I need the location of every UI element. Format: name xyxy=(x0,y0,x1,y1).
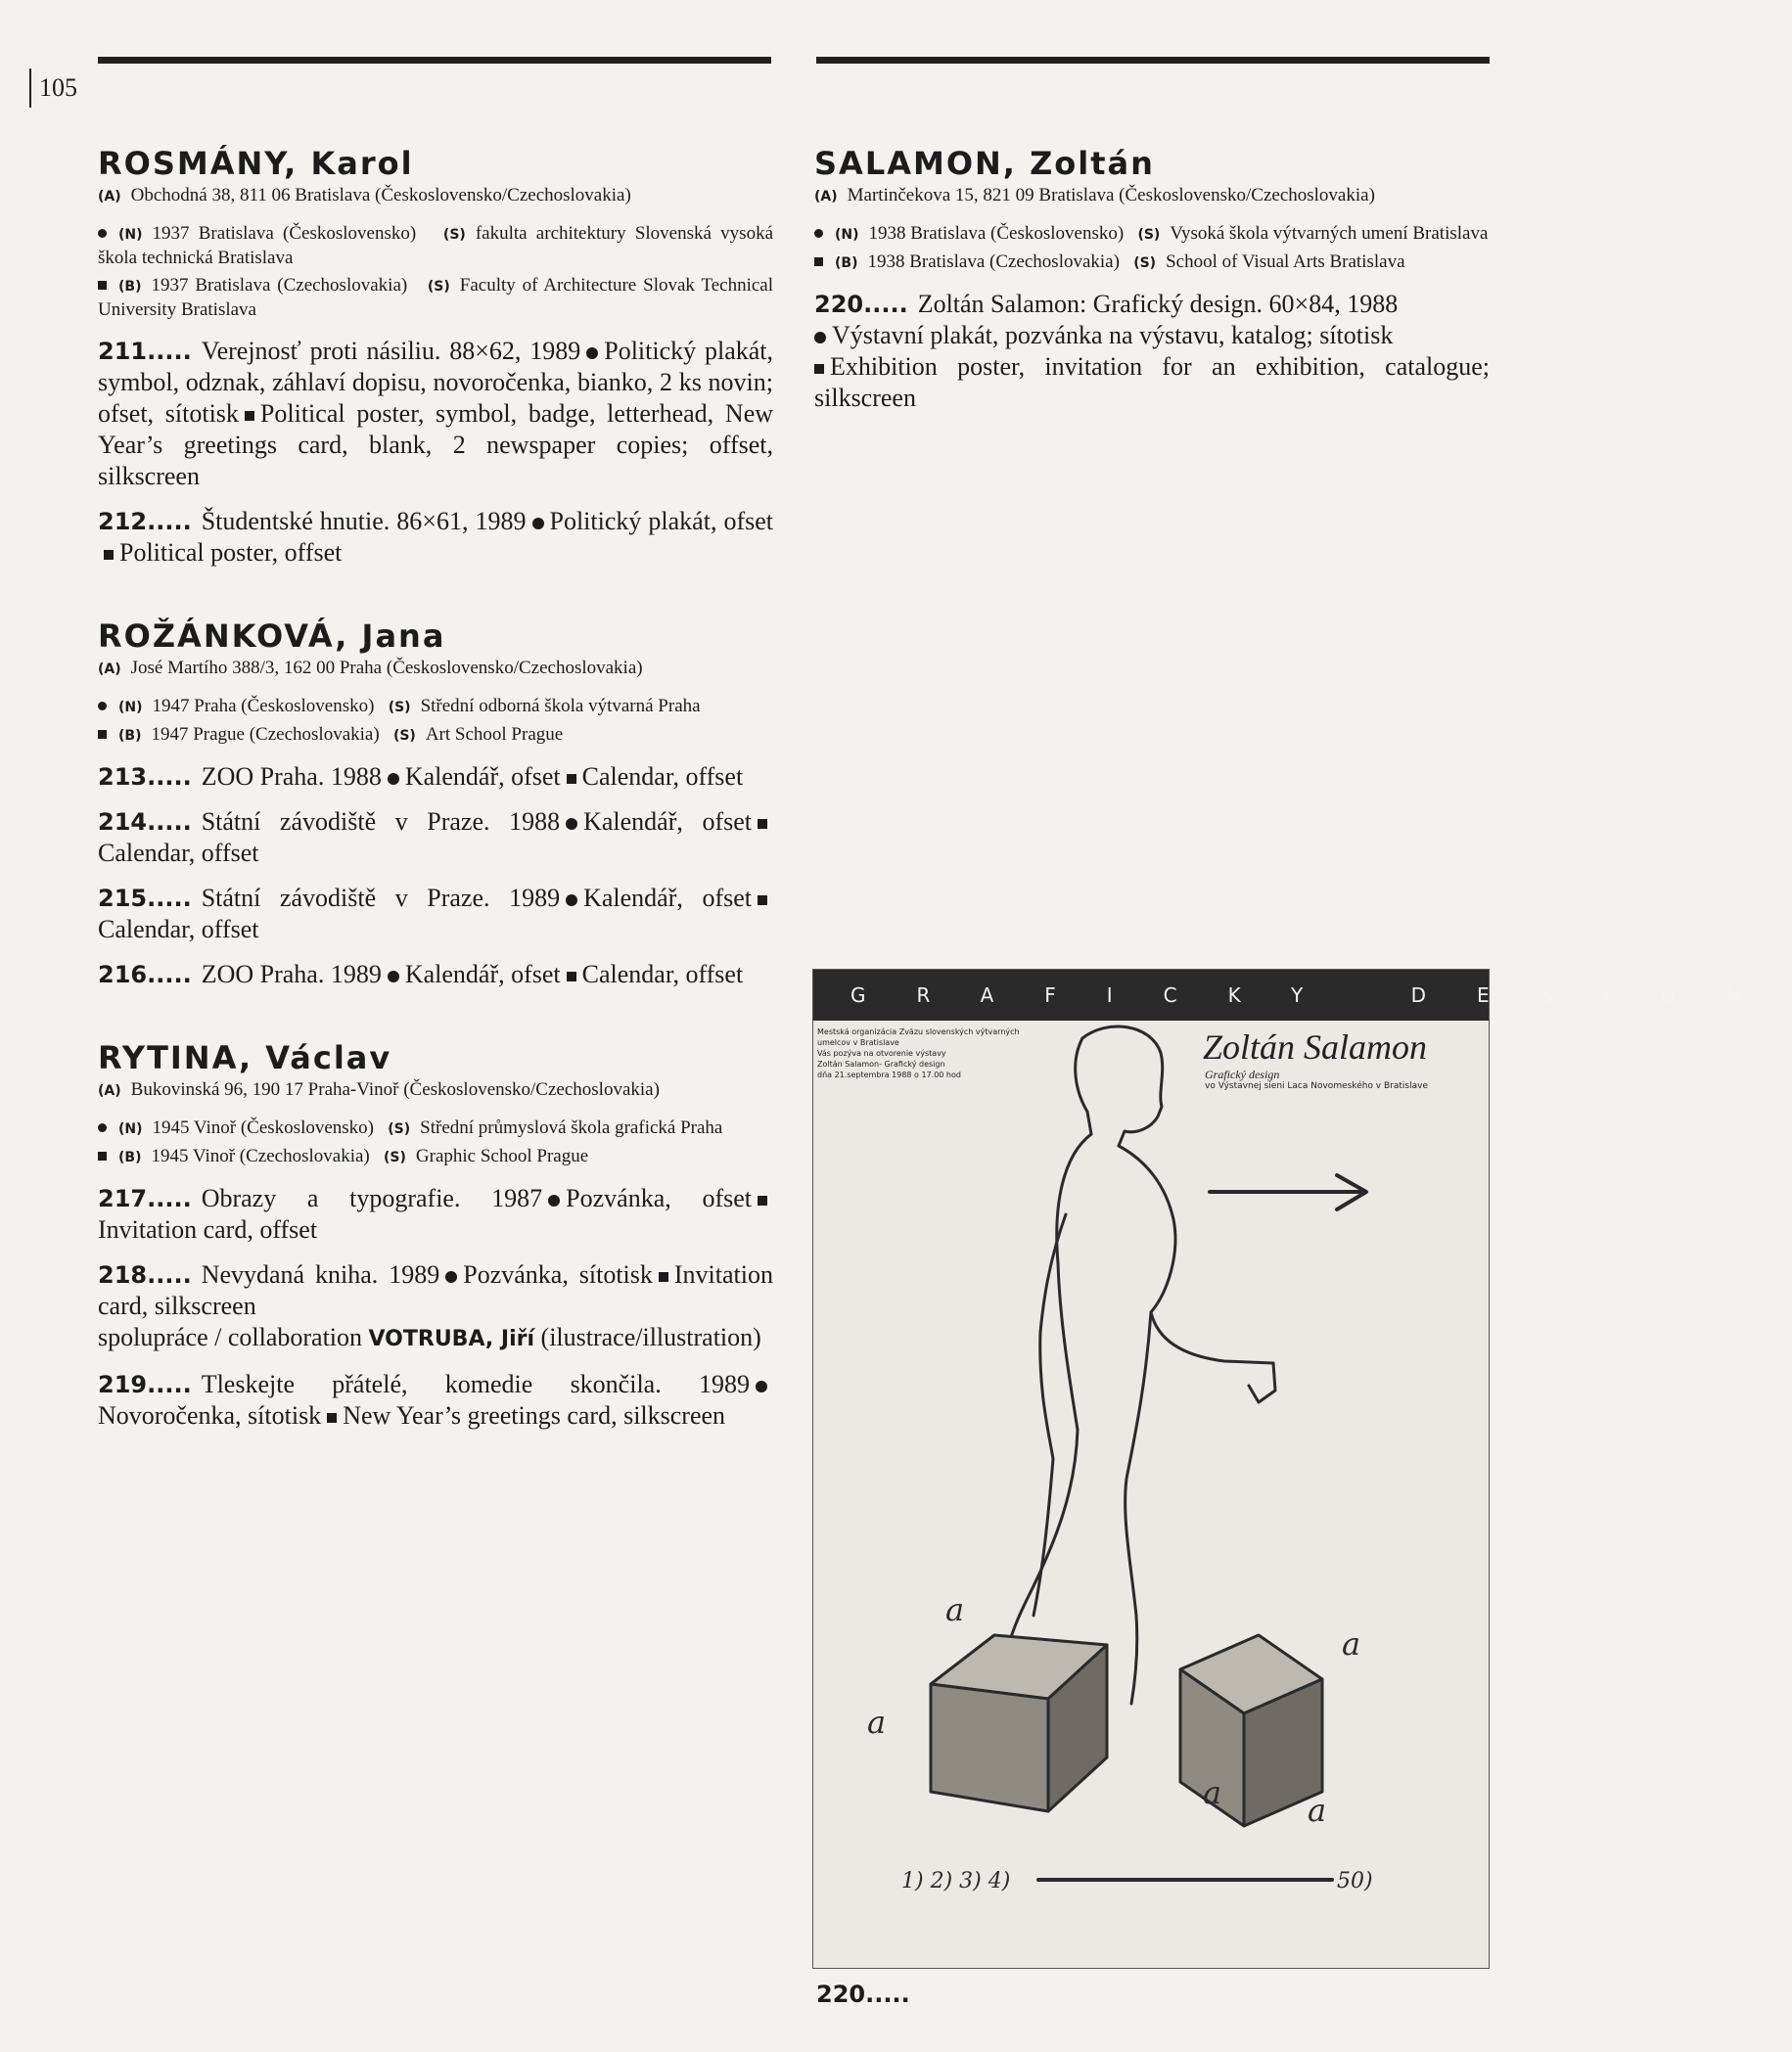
figure-caption: 220..... xyxy=(816,1981,910,2008)
school-tag: (S) xyxy=(442,227,466,243)
school-tag: (S) xyxy=(1137,227,1161,243)
poster-letter: a xyxy=(945,1591,965,1628)
bullet-square-icon xyxy=(758,1196,767,1206)
work-desc-en: Calendar, offset xyxy=(98,839,259,867)
work-title: Nevydaná kniha. 1989 xyxy=(201,1260,440,1289)
born-cs: 1938 Bratislava (Československo) xyxy=(868,223,1125,244)
work-item xyxy=(98,506,773,569)
work-desc-en: Exhibition poster, invitation for an exhibition, catalogue; silkscreen xyxy=(814,352,1490,412)
work-item xyxy=(98,761,773,793)
work-title: ZOO Praha. 1989 xyxy=(201,960,382,988)
poster-info-line: dňa 21.septembra 1988 o 17.00 hod xyxy=(817,1071,961,1079)
work-desc-cs: Kalendář, ofset xyxy=(404,762,561,791)
work-item xyxy=(98,1183,773,1246)
bullet-dot-icon xyxy=(98,702,107,710)
born-en: 1937 Bratislava (Czechoslovakia) xyxy=(151,275,408,296)
born-tag: (B) xyxy=(835,255,858,271)
bullet-square-icon xyxy=(659,1272,668,1282)
address-tag: (A) xyxy=(814,189,838,205)
work-item xyxy=(98,1369,773,1432)
work-desc-en: Invitation card, silkscreen xyxy=(98,1260,773,1320)
bullet-square-icon xyxy=(758,819,767,829)
bullet-square-icon xyxy=(104,550,114,560)
work-number: 214..... xyxy=(98,808,192,836)
school-tag: (S) xyxy=(384,1150,406,1165)
work-title: Zoltán Salamon: Grafický design. 60×84, 1988 xyxy=(917,290,1399,318)
artist-name: ROSMÁNY, Karol xyxy=(98,145,414,182)
work-desc-cs: Kalendář, ofset xyxy=(404,960,561,988)
poster-sequence: 1) 2) 3) 4) xyxy=(901,1869,1011,1893)
born-tag: (B) xyxy=(118,279,142,295)
school-cs: Vysoká škola výtvarných umení Bratislava xyxy=(1170,223,1489,244)
work-number: 211..... xyxy=(98,338,192,365)
work-title: Obrazy a typografie. 1987 xyxy=(201,1184,543,1212)
school-cs: Střední průmyslová škola grafická Praha xyxy=(420,1117,723,1138)
bullet-square-icon xyxy=(327,1413,337,1423)
work-desc-cs: Pozvánka, ofset xyxy=(566,1184,752,1212)
work-desc-en: Calendar, offset xyxy=(98,915,259,943)
poster-header: GRAFICKY DESIGN xyxy=(813,970,1489,1021)
work-number: 218..... xyxy=(98,1261,192,1289)
work-desc-en: Invitation card, offset xyxy=(98,1215,318,1244)
work-number: 217..... xyxy=(98,1185,192,1212)
born-cs: 1937 Bratislava (Československo) xyxy=(152,223,417,244)
bullet-square-icon xyxy=(567,972,576,981)
left-column xyxy=(98,145,773,1467)
bullet-square-icon xyxy=(758,895,767,905)
poster-info-line: Vás pozýva na otvorenie výstavy xyxy=(817,1049,946,1058)
artist-address: Bukovinská 96, 190 17 Praha-Vinoř (Československo/Czechoslovakia) xyxy=(130,1079,660,1100)
work-desc-en: Political poster, offset xyxy=(119,538,343,567)
born-tag: (B) xyxy=(118,728,142,744)
bullet-dot-icon xyxy=(814,229,823,238)
school-en: Graphic School Prague xyxy=(415,1146,589,1166)
work-desc-cs: Kalendář, ofset xyxy=(583,807,752,836)
artist-address: Obchodná 38, 811 06 Bratislava (Československo/Czechoslovakia) xyxy=(130,185,631,205)
bullet-dot-icon xyxy=(388,971,399,982)
work-title: Státní závodiště v Praze. 1989 xyxy=(201,884,561,912)
work-item xyxy=(814,289,1490,414)
address-tag: (A) xyxy=(98,661,121,677)
bullet-square-icon xyxy=(245,411,254,421)
bullet-square-icon xyxy=(98,281,107,290)
bullet-dot-icon xyxy=(98,1123,107,1132)
poster-subtitle: Grafický design xyxy=(1205,1068,1280,1081)
school-tag: (S) xyxy=(392,728,416,744)
header-rule-right xyxy=(816,57,1490,64)
born-tag: (N) xyxy=(118,227,143,243)
artist-name: SALAMON, Zoltán xyxy=(814,145,1155,182)
address-tag: (A) xyxy=(98,1083,121,1099)
poster-letter: a xyxy=(867,1704,887,1741)
work-number: 213..... xyxy=(98,763,192,791)
school-tag: (S) xyxy=(1133,255,1157,271)
bullet-square-icon xyxy=(567,774,576,784)
bullet-dot-icon xyxy=(566,818,577,830)
work-item xyxy=(98,959,773,990)
collab-label: spolupráce / collaboration xyxy=(98,1323,363,1351)
born-en: 1938 Bratislava (Czechoslovakia) xyxy=(867,251,1120,272)
bullet-dot-icon xyxy=(445,1271,457,1283)
collab-name: VOTRUBA, Jiří xyxy=(368,1327,535,1351)
poster-venue: vo Výstavnej sieni Laca Novomeského v Bratislave xyxy=(1205,1081,1428,1091)
school-en: Art School Prague xyxy=(425,724,564,745)
work-number: 220..... xyxy=(814,291,908,318)
work-desc-cs: Výstavní plakát, pozvánka na výstavu, katalog; sítotisk xyxy=(832,321,1394,349)
born-en: 1945 Vinoř (Czechoslovakia) xyxy=(151,1146,370,1166)
work-title: Státní závodiště v Praze. 1988 xyxy=(201,807,561,836)
work-title: Tleskejte přátelé, komedie skončila. 1989 xyxy=(201,1370,750,1398)
bullet-dot-icon xyxy=(586,347,598,359)
born-tag: (N) xyxy=(118,1121,143,1137)
work-desc-cs: Kalendář, ofset xyxy=(583,884,752,912)
bullet-dot-icon xyxy=(98,229,107,238)
work-desc-cs: Politický plakát, symbol, odznak, záhlaví dopisu, novoročenka, bianko, 2 ks novin; ofset, sítotisk xyxy=(98,337,773,428)
poster-image xyxy=(812,969,1792,1969)
work-number: 216..... xyxy=(98,961,192,988)
work-desc-en: Calendar, offset xyxy=(581,762,744,791)
work-item xyxy=(98,883,773,945)
school-en: Faculty of Architecture Slovak Technical University Bratislava xyxy=(98,275,774,320)
artist-entry-rozankova xyxy=(98,617,773,990)
right-column xyxy=(814,145,1490,449)
work-number: 215..... xyxy=(98,885,192,912)
work-number: 212..... xyxy=(98,508,192,535)
poster-info-line: Mestská organizácia Zväzu slovenských výtvarných xyxy=(817,1027,1020,1036)
work-title: Študentské hnutie. 86×61, 1989 xyxy=(201,507,527,535)
work-item xyxy=(98,336,773,492)
school-cs: Střední odborná škola výtvarná Praha xyxy=(420,696,701,716)
school-en: School of Visual Arts Bratislava xyxy=(1166,251,1405,272)
artist-address: Martinčekova 15, 821 09 Bratislava (Československo/Czechoslovakia) xyxy=(847,185,1375,205)
work-title: ZOO Praha. 1988 xyxy=(201,762,382,791)
work-desc-cs: Novoročenka, sítotisk xyxy=(98,1401,322,1430)
bullet-square-icon xyxy=(814,364,824,374)
born-cs: 1947 Praha (Československo) xyxy=(152,696,375,716)
work-desc-en: New Year’s greetings card, silkscreen xyxy=(343,1401,726,1430)
artist-name: ROŽÁNKOVÁ, Jana xyxy=(98,617,446,655)
work-number: 219..... xyxy=(98,1371,192,1398)
poster-artist-name: Zoltán Salamon xyxy=(1203,1027,1428,1067)
bullet-dot-icon xyxy=(532,518,544,529)
bullet-dot-icon xyxy=(814,332,826,343)
poster-letter: a xyxy=(1342,1625,1361,1663)
artist-name: RYTINA, Václav xyxy=(98,1039,392,1076)
born-cs: 1945 Vinoř (Československo) xyxy=(152,1117,375,1138)
work-desc-cs: Pozvánka, sítotisk xyxy=(463,1260,653,1289)
born-en: 1947 Prague (Czechoslovakia) xyxy=(151,724,380,745)
collab-role: (ilustrace/illustration) xyxy=(540,1323,761,1351)
poster-info-line: umelcov v Bratislave xyxy=(817,1038,899,1047)
bullet-square-icon xyxy=(98,1152,107,1161)
born-tag: (N) xyxy=(835,227,859,243)
school-tag: (S) xyxy=(388,700,411,715)
bullet-dot-icon xyxy=(756,1381,767,1392)
school-tag: (S) xyxy=(388,1121,411,1137)
page-number: 105 xyxy=(29,68,77,108)
work-item xyxy=(98,806,773,869)
work-item xyxy=(98,1259,773,1355)
work-desc-en: Calendar, offset xyxy=(581,960,744,988)
born-tag: (N) xyxy=(118,700,143,715)
walking-figure-illustration xyxy=(813,970,1489,1968)
poster-info-line: Zoltán Salamon- Grafický design xyxy=(817,1060,945,1069)
school-tag: (S) xyxy=(427,279,450,295)
artist-entry-rytina xyxy=(98,1039,773,1432)
work-desc-en: Political poster, symbol, badge, letterhead, New Year’s greetings card, blank, 2 newspaper copies; offset, silkscreen xyxy=(98,399,774,490)
bullet-dot-icon xyxy=(548,1195,560,1207)
address-tag: (A) xyxy=(98,189,121,205)
poster-letter: a xyxy=(1308,1792,1327,1829)
bullet-square-icon xyxy=(814,257,823,266)
school-cs: fakulta architektury Slovenská vysoká škola technická Bratislava xyxy=(98,223,774,268)
artist-entry-rosmany xyxy=(98,145,773,569)
artist-address: José Martího 388/3, 162 00 Praha (Československo/Czechoslovakia) xyxy=(130,658,643,678)
artist-entry-salamon xyxy=(814,145,1490,414)
bullet-dot-icon xyxy=(566,894,577,906)
work-desc-cs: Politický plakát, ofset xyxy=(549,507,773,535)
bullet-dot-icon xyxy=(388,773,399,785)
work-title: Verejnosť proti násiliu. 88×62, 1989 xyxy=(201,337,581,365)
poster-letter: a xyxy=(1203,1774,1222,1811)
born-tag: (B) xyxy=(118,1150,142,1165)
poster-sequence-end: 50) xyxy=(1337,1869,1373,1893)
bullet-square-icon xyxy=(98,730,107,739)
header-rule-left xyxy=(98,57,771,64)
